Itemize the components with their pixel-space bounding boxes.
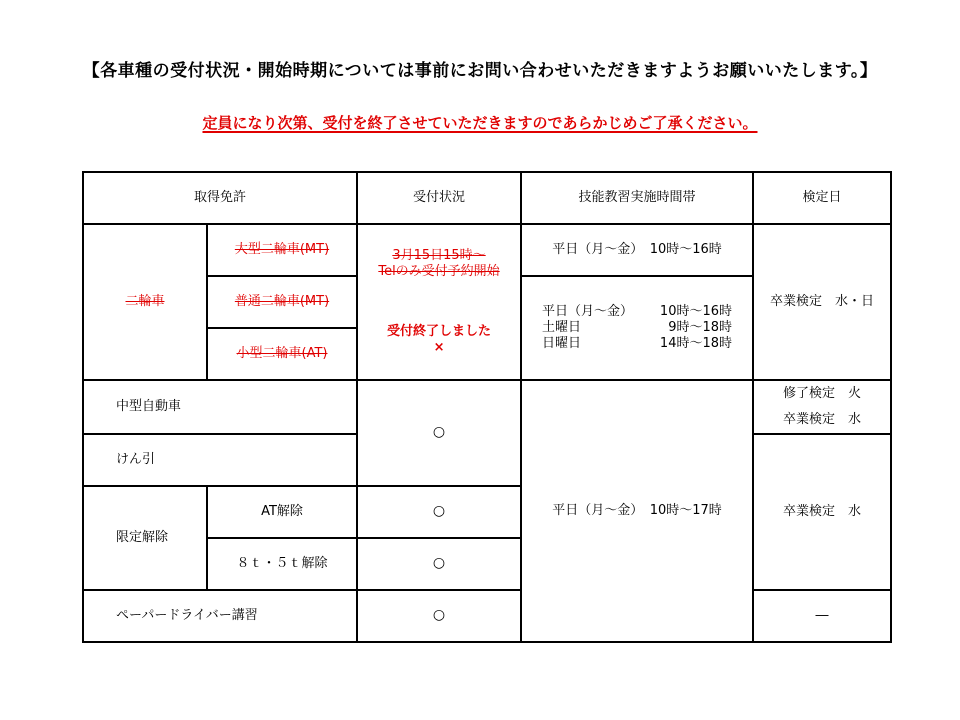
table-row: [83, 380, 891, 434]
towing-label: けん引: [83, 434, 357, 486]
time-day-label: 平日（月～金）: [542, 303, 634, 319]
header-status: 受付状況: [357, 172, 521, 224]
status-struck-line2: Telのみ受付予約開始: [378, 263, 500, 279]
header-license: 取得免許: [83, 172, 357, 224]
status-closed-line2: ×: [433, 340, 445, 356]
page-title: 【各車種の受付状況・開始時期については事前にお問い合わせいただきますようお願いいたします。】: [82, 61, 878, 81]
time-schedule-item: [542, 304, 732, 320]
limitation-ton-status: ○: [357, 538, 521, 590]
medium-exam-line2: 卒業検定 水: [783, 412, 862, 427]
time-schedule-item: [542, 336, 732, 352]
time-schedule-list: [542, 304, 732, 353]
motorcycle-exam: 卒業検定 水・日: [753, 224, 891, 380]
notice-underlined: 定員になり次第、受付を終了させていただきますのであらかじめご了承ください。: [202, 114, 758, 132]
medium-vehicle-label: 中型自動車: [83, 380, 357, 434]
header-time: 技能教習実施時間帯: [521, 172, 753, 224]
limitation-at-label: AT解除: [207, 486, 357, 538]
table-header-row: [83, 172, 891, 224]
time-schedule-item: [542, 320, 732, 336]
shared-exam: 卒業検定 水: [753, 434, 891, 590]
shared-time: 平日（月～金） 10時～17時: [521, 380, 753, 642]
license-table: [82, 171, 892, 643]
limitation-group-label: 限定解除: [83, 486, 207, 590]
paper-driver-label: ペーパードライバー講習: [83, 590, 357, 642]
paper-driver-status: ○: [357, 590, 521, 642]
motorcycle-group-label: 二輪車: [83, 224, 207, 380]
motorcycle-type-standard: 普通二輪車(MT): [207, 276, 357, 328]
time-range: 14時～18時: [659, 336, 733, 352]
table-row: [83, 590, 891, 642]
time-range: 9時～18時: [668, 319, 733, 335]
notice-text: [0, 112, 960, 133]
status-struck-line1: 3月15日15時～: [392, 247, 486, 263]
motorcycle-type-small: 小型二輪車(AT): [207, 328, 357, 380]
time-day-label: 日曜日: [542, 336, 582, 352]
medium-exam-line1: 修了検定 火: [783, 386, 862, 401]
limitation-at-status: ○: [357, 486, 521, 538]
limitation-ton-label: ８ｔ・５ｔ解除: [207, 538, 357, 590]
motorcycle-type-large: 大型二輪車(MT): [207, 224, 357, 276]
medium-towing-status: ○: [357, 380, 521, 486]
medium-exam: [753, 380, 891, 434]
motorcycle-time-row1: 平日（月～金） 10時～16時: [521, 224, 753, 276]
time-day-label: 土曜日: [542, 319, 582, 335]
motorcycle-time-row2: [521, 276, 753, 380]
status-closed-line1: 受付終了しました: [387, 324, 492, 339]
time-range: 10時～16時: [659, 303, 733, 319]
motorcycle-status: [357, 224, 521, 380]
paper-driver-exam: ―: [753, 590, 891, 642]
table-row: [83, 224, 891, 276]
header-exam: 検定日: [753, 172, 891, 224]
